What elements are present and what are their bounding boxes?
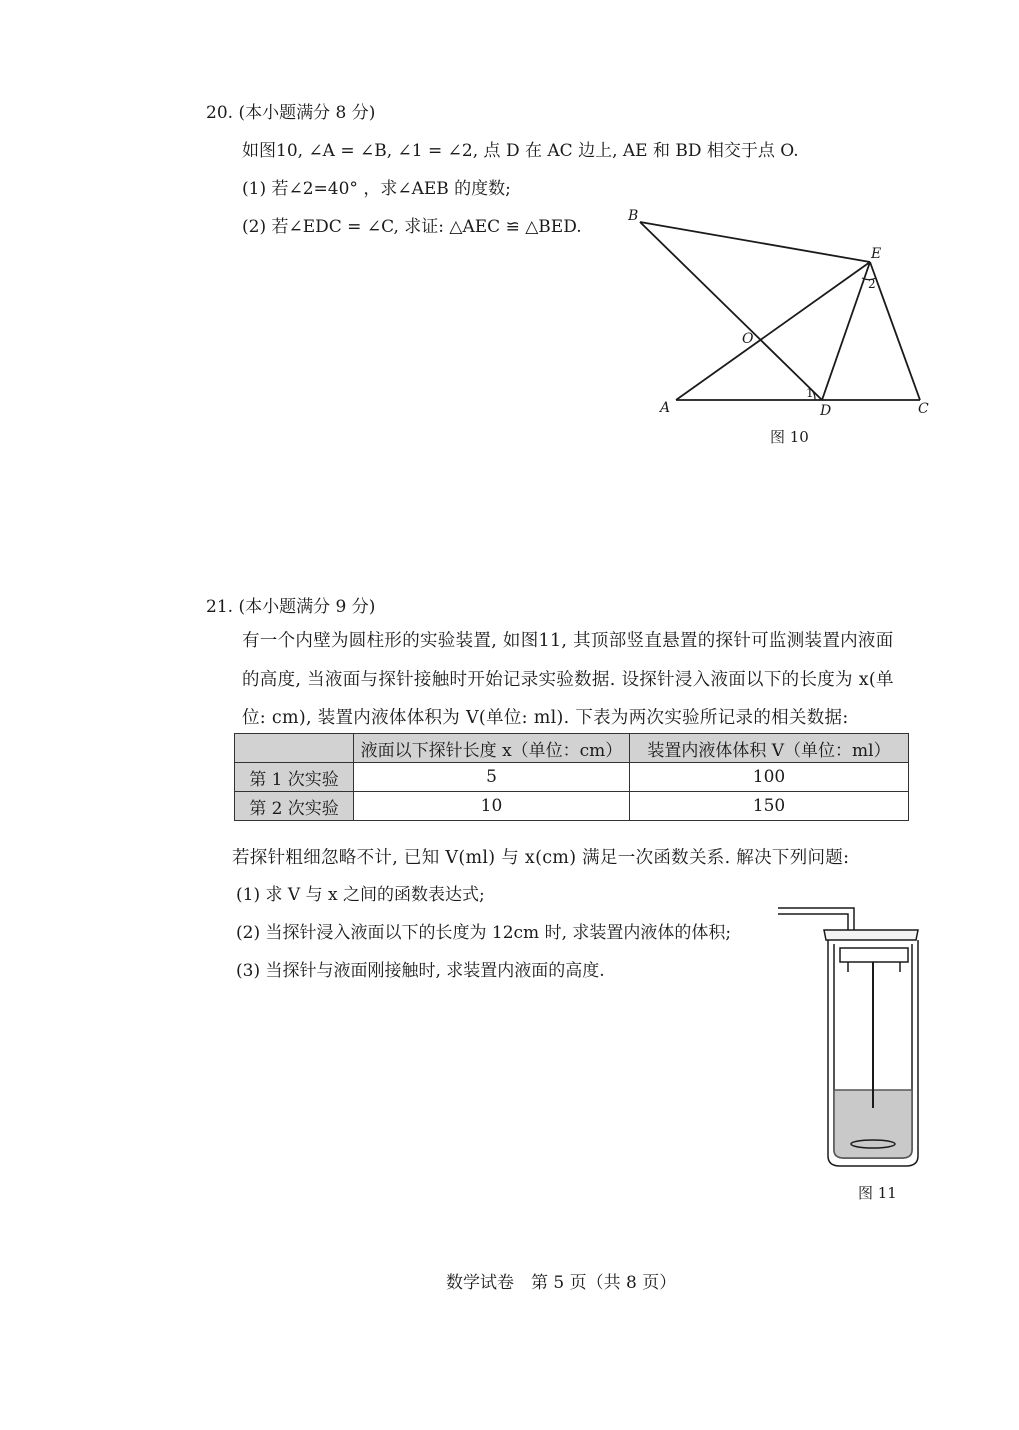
q21-paragraph-line-2: 的高度, 当液面与探针接触时开始记录实验数据. 设探针浸入液面以下的长度为 x(单 (242, 670, 894, 690)
q21-paragraph-line-3: 位: cm), 装置内液体体积为 V(单位: ml). 下表为两次实验所记录的相关数据: (242, 708, 849, 728)
q21-paragraph-line-1: 有一个内壁为圆柱形的实验装置, 如图11, 其顶部竖直悬置的探针可监测装置内液面 (242, 631, 894, 651)
label-e: E (871, 246, 882, 262)
label-angle-1: 1 (806, 386, 814, 400)
q20-heading: 20. (本小题满分 8 分) (206, 103, 376, 123)
figure-11-apparatus (770, 900, 930, 1175)
table-row-label: 第 2 次实验 (235, 792, 354, 821)
container-lid (824, 930, 918, 940)
q21-condition: 若探针粗细忽略不计, 已知 V(ml) 与 x(cm) 满足一次函数关系. 解决下列问题: (232, 848, 850, 868)
figure-10-diagram (600, 200, 960, 450)
figure-11-caption: 图 11 (858, 1184, 897, 1202)
page-footer: 数学试卷 第 5 页（共 8 页） (446, 1273, 677, 1293)
q20-part2: (2) 若∠EDC = ∠C, 求证: △AEC ≌ △BED. (242, 217, 582, 237)
segment-ec (870, 262, 920, 400)
table-header-cell: 液面以下探针长度 x（单位：cm） (354, 734, 630, 763)
table-row (235, 792, 909, 821)
label-o: O (742, 331, 754, 347)
table-cell: 10 (354, 792, 630, 821)
probe-top-bar-inner (778, 914, 848, 930)
table-header-cell: 装置内液体体积 V（单位：ml） (630, 734, 909, 763)
experiment-data-table (234, 733, 909, 821)
label-a: A (660, 400, 671, 416)
label-b: B (628, 208, 639, 224)
q20-part1: (1) 若∠2=40° ，求∠AEB 的度数; (242, 179, 511, 199)
label-c: C (918, 401, 929, 417)
q21-heading: 21. (本小题满分 9 分) (206, 597, 376, 617)
probe-holder (840, 948, 908, 962)
q20-stem: 如图10, ∠A = ∠B, ∠1 = ∠2, 点 D 在 AC 边上, AE 和 BD 相交于点 O. (242, 141, 799, 161)
label-d: D (820, 403, 832, 419)
figure-10-caption: 图 10 (770, 428, 809, 446)
table-cell: 100 (630, 763, 909, 792)
segment-de (822, 262, 870, 400)
table-cell: 5 (354, 763, 630, 792)
segment-ae (676, 262, 870, 400)
table-row-label: 第 1 次实验 (235, 763, 354, 792)
q21-part2: (2) 当探针浸入液面以下的长度为 12cm 时, 求装置内液体的体积; (236, 923, 732, 943)
table-cell: 150 (630, 792, 909, 821)
q21-part1: (1) 求 V 与 x 之间的函数表达式; (236, 885, 485, 905)
label-angle-2: 2 (868, 277, 876, 291)
probe-top-bar (778, 908, 854, 930)
table-row (235, 763, 909, 792)
table-header-cell (235, 734, 354, 763)
table-header-row (235, 734, 909, 763)
q21-part3: (3) 当探针与液面刚接触时, 求装置内液面的高度. (236, 961, 605, 981)
